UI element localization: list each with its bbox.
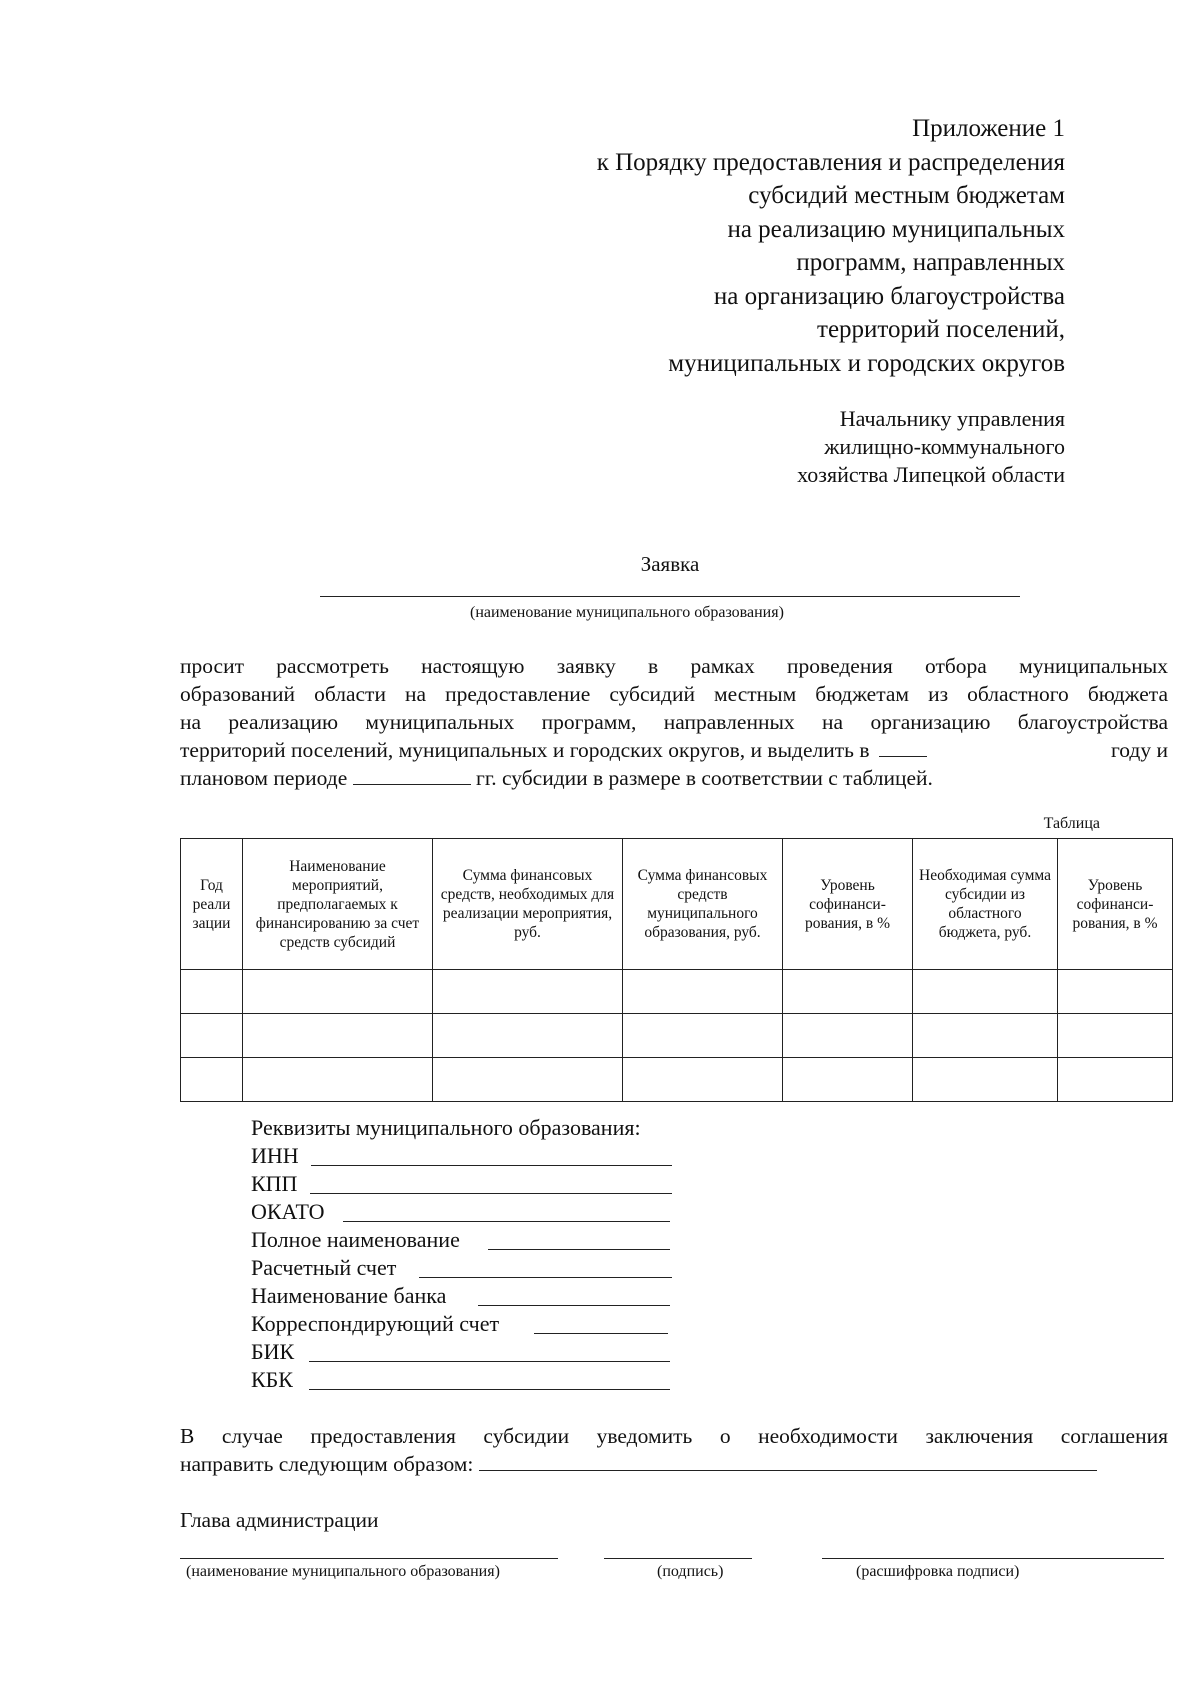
- table-header-row: [181, 839, 1173, 970]
- paragraph-fragment: году и: [1111, 738, 1168, 762]
- signature-line[interactable]: [604, 1558, 752, 1559]
- table-cell[interactable]: [243, 1014, 433, 1058]
- requisite-input-line[interactable]: [343, 1221, 670, 1222]
- table-cell[interactable]: [783, 1014, 913, 1058]
- table-cell[interactable]: [433, 1058, 623, 1102]
- table-cell[interactable]: [783, 1058, 913, 1102]
- paragraph-line: просит рассмотреть настоящую заявку в рамках проведения отбора муниципальных: [180, 654, 1168, 678]
- requisite-label: БИК: [251, 1339, 295, 1364]
- header-cofinancing-level-2: Уровень софинанси-рования, в %: [1058, 839, 1173, 970]
- notification-line: В случае предоставления субсидии уведомить о необходимости заключения соглашения: [180, 1424, 1168, 1448]
- entity-name-line[interactable]: [320, 596, 1020, 597]
- entity-signature-caption: (наименование муниципального образования): [186, 1563, 500, 1580]
- appendix-line: муниципальных и городских округов: [668, 349, 1065, 377]
- table-cell[interactable]: [243, 1058, 433, 1102]
- appendix-line: на организацию благоустройства: [713, 282, 1065, 310]
- paragraph-line: на реализацию муниципальных программ, направленных на организацию благоустройства: [180, 710, 1168, 734]
- requisite-label: ОКАТО: [251, 1199, 325, 1224]
- requisite-label: Корреспондирующий счет: [251, 1311, 500, 1336]
- requisite-label: Полное наименование: [251, 1227, 460, 1252]
- table-cell[interactable]: [1058, 1014, 1173, 1058]
- table-row: [181, 970, 1173, 1014]
- notification-line: [180, 1450, 1168, 1478]
- header-year: Год реали зации: [181, 839, 243, 970]
- appendix-line: территорий поселений,: [817, 316, 1065, 343]
- document-title: Заявка: [640, 552, 700, 576]
- requisite-input-line[interactable]: [309, 1361, 670, 1362]
- year-blank[interactable]: [879, 738, 927, 757]
- table-cell[interactable]: [181, 970, 243, 1014]
- table-cell[interactable]: [1058, 1058, 1173, 1102]
- paragraph-fragment: территорий поселений, муниципальных и городских округов, и выделить в: [180, 738, 870, 762]
- table-cell[interactable]: [623, 1014, 783, 1058]
- subsidy-table: [180, 838, 1173, 1102]
- signature-caption: (подпись): [657, 1563, 724, 1580]
- entity-name-caption: (наименование муниципального образования): [470, 604, 784, 621]
- table-cell[interactable]: [623, 970, 783, 1014]
- head-of-administration-label: Глава администрации: [180, 1508, 379, 1532]
- period-blank[interactable]: [353, 766, 471, 785]
- requisite-label: Расчетный счет: [251, 1255, 397, 1280]
- paragraph-line: образований области на предоставление субсидий местным бюджетам из областного бюджета: [180, 682, 1168, 706]
- table-cell[interactable]: [623, 1058, 783, 1102]
- notification-fragment: направить следующим образом:: [180, 1452, 474, 1476]
- table-cell[interactable]: [243, 970, 433, 1014]
- appendix-line: субсидий местным бюджетам: [748, 182, 1065, 209]
- requisite-input-line[interactable]: [488, 1249, 670, 1250]
- table-row: [181, 1014, 1173, 1058]
- signature-decryption-line[interactable]: [822, 1558, 1164, 1559]
- requisite-input-line[interactable]: [478, 1305, 670, 1306]
- requisites-title-text: Реквизиты муниципального образования:: [251, 1115, 641, 1140]
- header-required-subsidy: Необходимая сумма субсидии из областного бюджета, руб.: [913, 839, 1058, 970]
- entity-signature-line[interactable]: [180, 1558, 558, 1559]
- header-municipal-funds: Сумма финансовых средств муниципального образования, руб.: [623, 839, 783, 970]
- requisite-input-line[interactable]: [311, 1165, 672, 1166]
- signature-decryption-caption: (расшифровка подписи): [856, 1563, 1020, 1580]
- requisite-label: КПП: [251, 1171, 298, 1196]
- table-cell[interactable]: [433, 1014, 623, 1058]
- addressee-line: жилищно-коммунального: [824, 434, 1065, 459]
- addressee: [797, 405, 1065, 489]
- notification-method-blank[interactable]: [479, 1452, 1097, 1471]
- paragraph-line: [180, 736, 1168, 764]
- appendix-line: к Порядку предоставления и распределения: [596, 148, 1065, 176]
- paragraph-line: [180, 764, 1168, 792]
- appendix-header: [597, 112, 1065, 380]
- requisite-input-line[interactable]: [309, 1389, 670, 1390]
- paragraph-fragment: гг. субсидии в размере в соответствии с таблицей.: [476, 766, 933, 790]
- table-cell[interactable]: [181, 1058, 243, 1102]
- requisite-input-line[interactable]: [310, 1193, 672, 1194]
- appendix-line: программ, направленных: [796, 249, 1065, 276]
- requisite-input-line[interactable]: [534, 1333, 668, 1334]
- requisite-label: Наименование банка: [251, 1283, 447, 1308]
- notification-paragraph: [180, 1422, 1168, 1478]
- header-cofinancing-level: Уровень софинанси-рования, в %: [783, 839, 913, 970]
- table-cell[interactable]: [181, 1014, 243, 1058]
- table-cell[interactable]: [783, 970, 913, 1014]
- paragraph-fragment: плановом периоде: [180, 766, 348, 790]
- table-cell[interactable]: [433, 970, 623, 1014]
- appendix-line: Приложение 1: [912, 115, 1065, 142]
- table-label: Таблица: [1043, 815, 1100, 832]
- table-cell[interactable]: [913, 1058, 1058, 1102]
- header-total-funds: Сумма финансовых средств, необходимых для реализации мероприятия, руб.: [433, 839, 623, 970]
- addressee-line: хозяйства Липецкой области: [797, 462, 1065, 487]
- requisite-label: КБК: [251, 1367, 293, 1392]
- request-paragraph: [180, 652, 1168, 792]
- requisite-input-line[interactable]: [419, 1277, 672, 1278]
- table-cell[interactable]: [913, 1014, 1058, 1058]
- addressee-line: Начальнику управления: [839, 406, 1065, 431]
- appendix-line: на реализацию муниципальных: [727, 215, 1065, 243]
- table-cell[interactable]: [913, 970, 1058, 1014]
- requisite-label: ИНН: [251, 1143, 299, 1168]
- header-measures: Наименование мероприятий, предполагаемых к финансированию за счет средств субсидий: [243, 839, 433, 970]
- table-row: [181, 1058, 1173, 1102]
- table-cell[interactable]: [1058, 970, 1173, 1014]
